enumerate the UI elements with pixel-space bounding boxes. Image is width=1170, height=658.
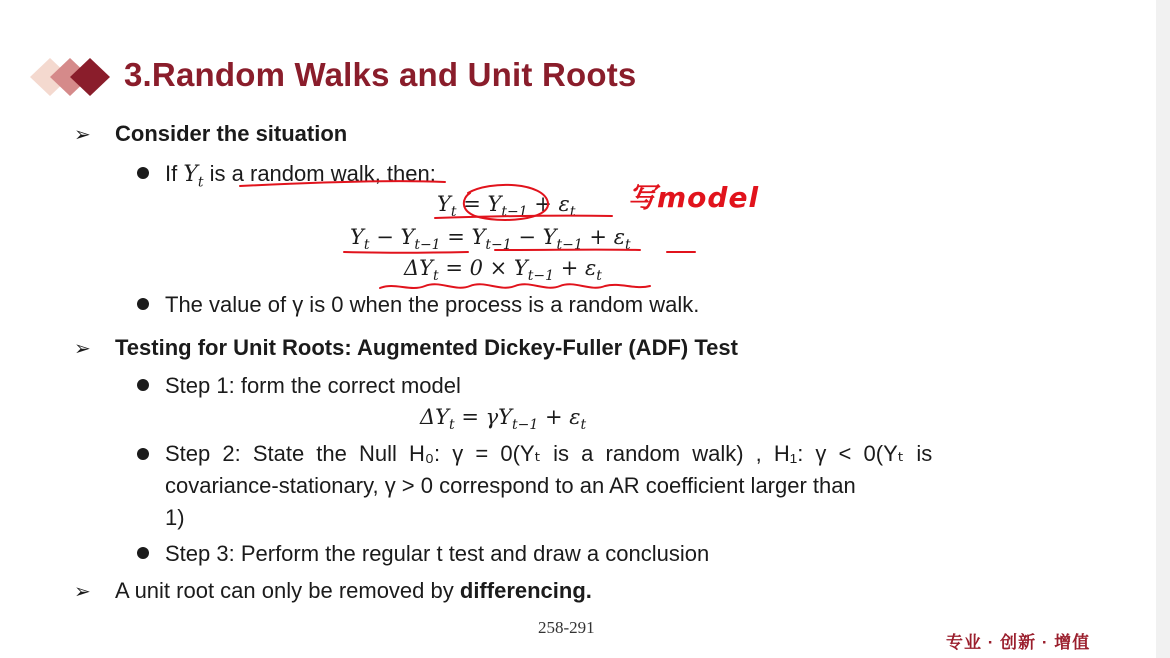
step2-line1: Step 2: State the Null H₀: γ = 0(Yₜ is a random walk) , H₁: γ < 0(Yₜ is [165, 441, 933, 466]
bullet-dot-icon [137, 547, 149, 559]
arrow-bullet-icon: ➢ [74, 124, 91, 146]
slide-title: 3.Random Walks and Unit Roots [124, 56, 637, 93]
bullet-dot-icon [137, 448, 149, 460]
brand-slogan: 专业 · 创新 · 增值 [946, 633, 1091, 652]
adf-model-equation: $\Delta Y_t = \gamma Y_{t-1} + \varepsilon_t$ [420, 405, 587, 434]
handwritten-note: 写model [628, 181, 760, 214]
step2-line3: 1) [165, 505, 185, 530]
section2-heading: Testing for Unit Roots: Augmented Dickey-Fuller (ADF) Test [115, 335, 738, 360]
arrow-bullet-icon: ➢ [74, 338, 91, 360]
step3-text: Step 3: Perform the regular t test and draw a conclusion [165, 541, 710, 566]
page-number: 258-291 [538, 618, 595, 637]
bullet-dot-icon [137, 167, 149, 179]
unit-root-note: A unit root can only be removed by differencing. [115, 578, 592, 603]
diamond-logo-icon [30, 54, 116, 100]
section1-heading: Consider the situation [115, 121, 348, 146]
bullet-gamma-zero: The value of γ is 0 when the process is a random walk. [165, 292, 700, 317]
bullet-dot-icon [137, 379, 149, 391]
step1-text: Step 1: form the correct model [165, 373, 461, 398]
arrow-bullet-icon: ➢ [74, 581, 91, 603]
equation-random-walk: $Y_t = Y_{t-1} + \varepsilon_t$ [437, 192, 576, 221]
bullet-dot-icon [137, 298, 149, 310]
bullet-random-walk: If $Y_t$ is a random walk, then: [165, 161, 436, 191]
equation-delta: $\Delta Y_t = 0 \times Y_{t-1} + \varepsilon_t$ [404, 256, 602, 285]
wavy-underline-eq3 [380, 284, 650, 288]
step2-line2: covariance-stationary, γ > 0 correspond to an AR coefficient larger than [165, 473, 856, 498]
right-edge-strip [1156, 0, 1170, 658]
equation-difference: $Y_t - Y_{t-1} = Y_{t-1} - Y_{t-1} + \varepsilon_t$ [350, 225, 631, 254]
